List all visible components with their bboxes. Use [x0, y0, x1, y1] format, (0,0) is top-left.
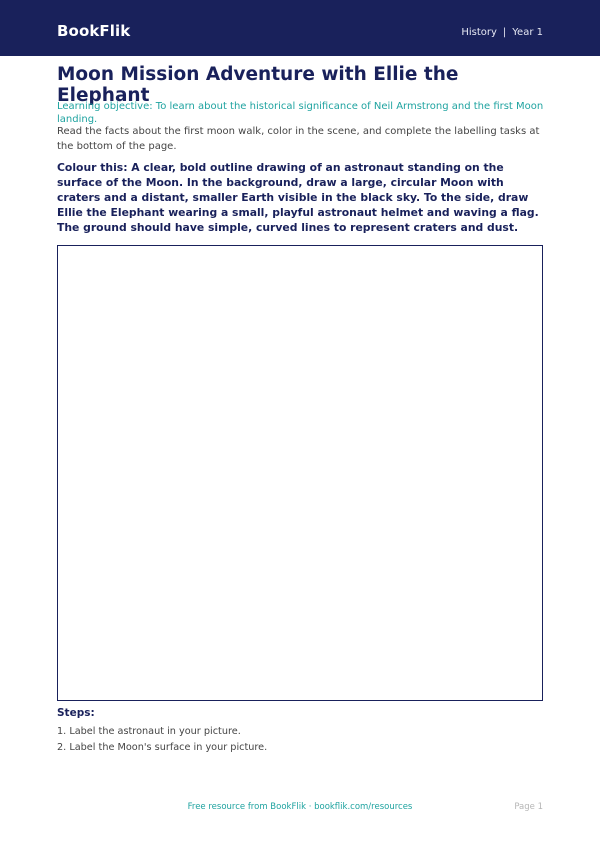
subject-label: History	[461, 27, 497, 38]
step-item: 2. Label the Moon's surface in your picture.	[57, 742, 268, 753]
colour-instructions: Colour this: A clear, bold outline drawing of an astronaut standing on the surface of the Moon. In the background, draw a large, circular Moon with craters and a distant, smaller Earth visible in the black sky. To the side, draw Ellie the Elephant wearing a small, playful astronaut helmet and waving a flag. The ground should have simple, curved lines to represent craters and dust.	[57, 161, 539, 234]
brand-logo[interactable]: BookFlik	[57, 22, 131, 40]
learning-objective: Learning objective: To learn about the historical significance of Neil Armstrong and the first Moon landing.	[57, 101, 544, 125]
steps-heading: Steps:	[57, 707, 95, 719]
steps-list	[57, 724, 267, 756]
worksheet-title: Moon Mission Adventure with Ellie the Elephant	[57, 64, 459, 106]
footer-resource-link[interactable]: Free resource from BookFlik · bookflik.com/resources	[187, 802, 413, 812]
step-item: 1. Label the astronaut in your picture.	[57, 726, 241, 737]
header-bar	[0, 0, 600, 56]
page-number: Page 1	[514, 802, 543, 812]
year-label: Year 1	[512, 27, 543, 38]
drawing-area[interactable]	[57, 245, 543, 701]
subject-year-label	[461, 27, 543, 38]
meta-separator: |	[502, 27, 507, 38]
intro-text: Read the facts about the first moon walk, color in the scene, and complete the labelling tasks at the bottom of the page.	[57, 126, 540, 152]
